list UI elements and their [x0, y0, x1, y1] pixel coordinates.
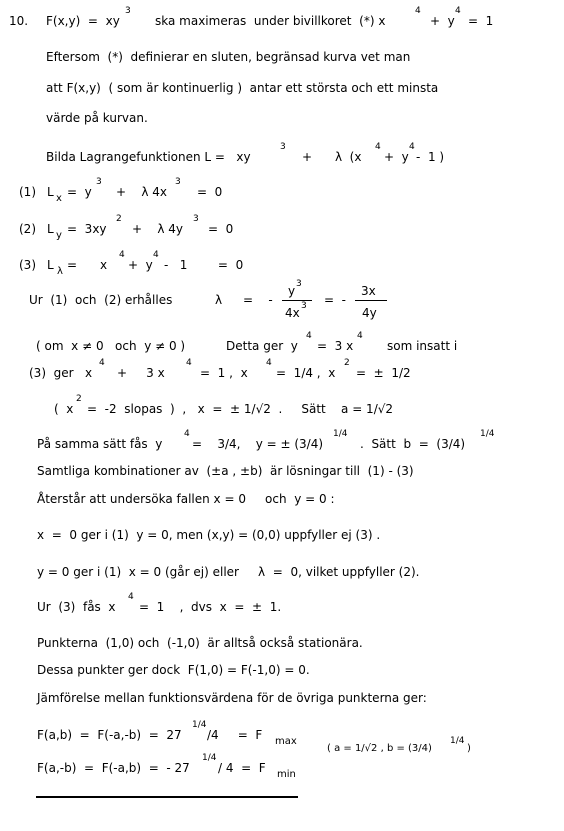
problem-number: 10. [9, 14, 29, 28]
paragraph-line: Punkterna (1,0) och (-1,0) är alltså också stationära. [37, 636, 363, 650]
fraction-bar [282, 300, 312, 301]
paragraph-line: värde på kurvan. [46, 111, 148, 125]
horizontal-rule [36, 796, 298, 798]
paragraph-line: Återstår att undersöka fallen x = 0 och y = 0 : [37, 492, 335, 506]
fraction-bar [355, 300, 387, 301]
paragraph-line: Samtliga kombinationer av (±a , ±b) är lösningar till (1) - (3) [37, 464, 414, 478]
paragraph-line: Eftersom (*) definierar en sluten, begränsad kurva vet man [46, 50, 411, 64]
paragraph-line: Jämförelse mellan funktionsvärdena för de övriga punkterna ger: [37, 691, 427, 705]
paragraph-line: att F(x,y) ( som är kontinuerlig ) antar ett största och ett minsta [46, 81, 439, 95]
paragraph-line: x = 0 ger i (1) y = 0, men (x,y) = (0,0) uppfyller ej (3) . [37, 528, 381, 542]
paragraph-line: y = 0 ger i (1) x = 0 (går ej) eller λ = 0, vilket uppfyller (2). [37, 565, 420, 579]
paragraph-line: Dessa punkter ger dock F(1,0) = F(-1,0) = 0. [37, 663, 310, 677]
